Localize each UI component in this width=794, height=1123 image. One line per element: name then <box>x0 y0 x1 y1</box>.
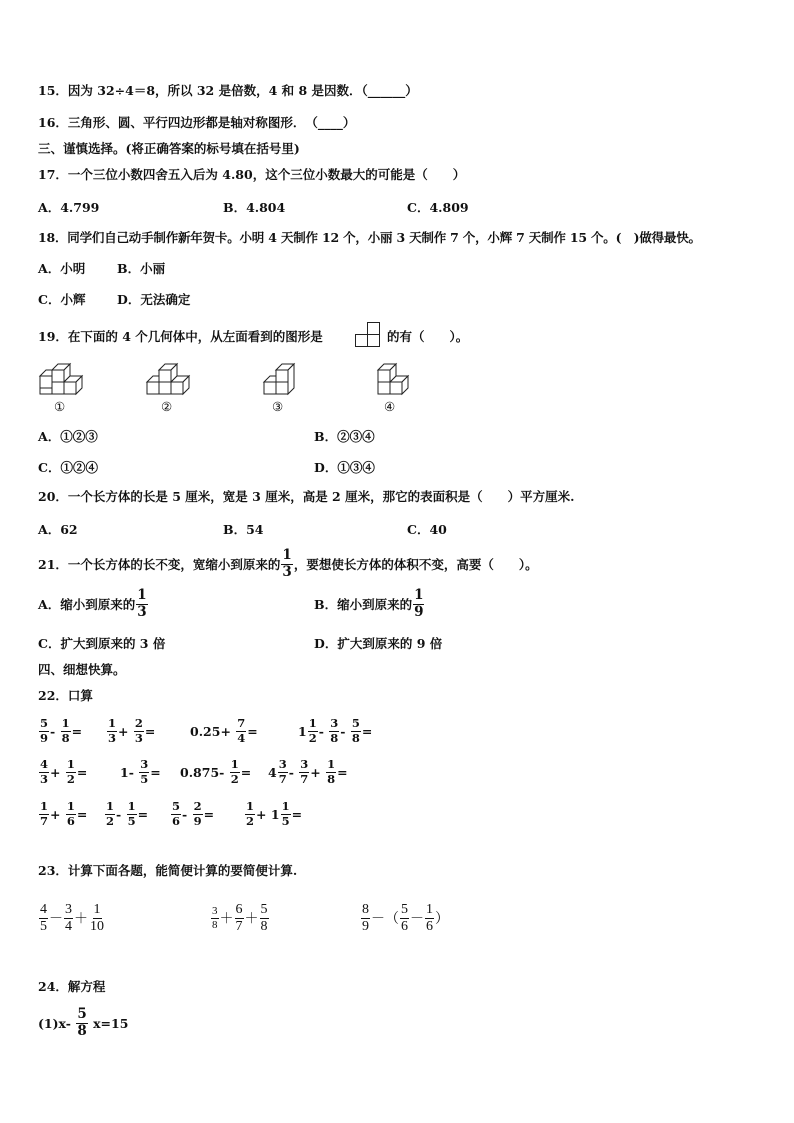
equation-end: x=15 <box>93 1015 129 1031</box>
operator: + <box>118 723 129 739</box>
numerator: 1 <box>308 716 317 730</box>
mental-math-2-3 <box>180 757 251 787</box>
numerator: 1 <box>61 716 70 730</box>
q19-option-b: B．②③④ <box>314 429 375 444</box>
numerator: 3 <box>140 757 149 771</box>
operator: + <box>50 806 61 822</box>
section-3-heading: 三、谨慎选择。(将正确答案的标号填在括号里) <box>38 141 300 156</box>
q15: 15．因为 32÷4＝8，所以 32 是倍数，4 和 8 是因数．（______） <box>38 83 418 98</box>
equals: = <box>76 806 88 822</box>
fraction <box>76 1008 87 1038</box>
fraction <box>413 589 424 619</box>
numerator: 4 <box>40 901 47 917</box>
q18-option-b: B．小丽 <box>117 261 166 276</box>
denominator: 6 <box>401 918 408 934</box>
operator: － <box>410 912 424 927</box>
fraction <box>134 718 144 744</box>
q20-stem: 20．一个长方体的长是 5 厘米，宽是 3 厘米，高是 2 厘米，那它的表面积是（ ）平方厘米. <box>38 489 575 504</box>
denominator: 4 <box>237 730 246 745</box>
fraction <box>127 801 137 827</box>
mental-math-3-2 <box>104 799 148 829</box>
q18-option-c: C．小辉 <box>38 292 86 307</box>
fraction <box>260 903 269 934</box>
fraction <box>329 718 339 744</box>
operator: - <box>340 723 346 739</box>
q21-option-a <box>38 589 149 619</box>
denominator: 2 <box>246 813 255 828</box>
denominator: 4 <box>65 918 72 934</box>
numerator: 5 <box>401 901 408 917</box>
fraction <box>139 759 149 785</box>
equals: = <box>71 723 83 739</box>
solid-figure-3-icon <box>260 362 312 398</box>
operator: - <box>50 723 56 739</box>
denominator: 5 <box>140 771 149 786</box>
denominator: 2 <box>308 730 317 745</box>
numerator: 1 <box>137 587 147 603</box>
q21-stem-end: ，要想使长方体的体积不变，高要（ ）。 <box>293 557 538 572</box>
q18-option-d: D．无法确定 <box>117 292 191 307</box>
q19-stem-start: 19．在下面的 4 个几何体中，从左面看到的图形是 <box>38 329 323 344</box>
fraction <box>61 718 71 744</box>
whole-number: 1 <box>298 723 307 739</box>
section-4-heading: 四、细想快算。 <box>38 662 126 677</box>
denominator: 3 <box>108 730 117 745</box>
numerator: 1 <box>281 799 290 813</box>
numerator: 5 <box>40 716 49 730</box>
solid-figure-3-label: ③ <box>272 399 284 414</box>
equals: = <box>247 723 258 739</box>
equals: = <box>137 806 149 822</box>
equation-start: (1)x- <box>38 1015 71 1031</box>
q20-option-a: A．62 <box>38 522 78 537</box>
fraction <box>351 718 361 744</box>
expression-prefix: 0.25+ <box>190 723 231 739</box>
fraction <box>236 718 246 744</box>
numerator: 6 <box>235 901 243 917</box>
denominator: 3 <box>137 603 147 620</box>
q21-option-b <box>314 589 425 619</box>
numerator: 1 <box>66 757 75 771</box>
mental-math-3-1 <box>38 799 87 829</box>
denominator: 8 <box>260 918 268 934</box>
fraction <box>39 903 48 934</box>
q19-option-c: C．①②④ <box>38 460 98 475</box>
equals: = <box>337 764 348 780</box>
numerator: 5 <box>351 716 360 730</box>
denominator: 6 <box>66 813 75 828</box>
equals: = <box>240 764 252 780</box>
fraction <box>299 759 309 785</box>
operator: ＋ <box>74 912 88 927</box>
numerator: 2 <box>193 799 202 813</box>
numerator: 1 <box>108 716 117 730</box>
mental-math-1-1 <box>38 716 82 746</box>
operator: + <box>50 764 61 780</box>
q23-expression-3 <box>360 899 449 937</box>
fraction <box>326 759 336 785</box>
q19-option-a: A．①②③ <box>38 429 98 444</box>
solid-figure-2-label: ② <box>161 399 173 414</box>
fraction <box>171 801 181 827</box>
denominator: 3 <box>134 730 143 745</box>
fraction <box>193 801 203 827</box>
q17-option-c: C．4.809 <box>407 200 469 215</box>
left-view-icon <box>355 322 381 348</box>
denominator: 10 <box>90 918 104 934</box>
fraction <box>105 801 115 827</box>
solid-figure-1-label: ① <box>54 399 66 414</box>
numerator: 1 <box>93 901 101 917</box>
denominator: 8 <box>327 771 336 786</box>
denominator: 7 <box>300 771 309 786</box>
denominator: 9 <box>193 813 202 828</box>
operator: + <box>310 764 321 780</box>
denominator: 2 <box>230 771 239 786</box>
equals: = <box>76 764 88 780</box>
fraction <box>107 718 117 744</box>
numerator: 1 <box>127 799 136 813</box>
mental-math-1-4 <box>298 716 372 746</box>
fraction <box>245 801 255 827</box>
denominator: 8 <box>61 730 70 745</box>
fraction <box>230 759 240 785</box>
equals: = <box>144 723 156 739</box>
q24-equation-1 <box>38 1006 128 1040</box>
operator: ＋ <box>244 912 259 927</box>
denominator: 5 <box>281 813 290 828</box>
denominator: 9 <box>362 918 369 934</box>
numerator: 3 <box>330 716 339 730</box>
denominator: 5 <box>127 813 136 828</box>
denominator: 3 <box>40 771 49 786</box>
denominator: 2 <box>66 771 75 786</box>
fraction <box>211 906 219 931</box>
expression-prefix: 1- <box>120 764 134 780</box>
mental-math-2-2 <box>120 757 161 787</box>
denominator: 8 <box>77 1022 87 1039</box>
mental-math-3-3 <box>170 799 214 829</box>
fraction <box>66 801 76 827</box>
q19-stem-end: 的有（ ）。 <box>387 329 469 344</box>
denominator: 7 <box>40 813 49 828</box>
solid-figure-4-icon <box>374 362 426 398</box>
expression-prefix: 0.875- <box>180 764 225 780</box>
mental-math-2-1 <box>38 757 87 787</box>
denominator: 6 <box>426 918 433 934</box>
numerator: 8 <box>362 901 369 917</box>
denominator: 7 <box>278 771 287 786</box>
q19-option-d: D．①③④ <box>314 460 375 475</box>
q17-option-b: B．4.804 <box>223 200 286 215</box>
numerator: 1 <box>106 799 115 813</box>
q16: 16．三角形、圆、平行四边形都是轴对称图形． （____） <box>38 115 356 130</box>
numerator: 1 <box>230 757 239 771</box>
operator: - <box>182 806 188 822</box>
fraction <box>425 903 434 934</box>
fraction <box>281 549 292 579</box>
fraction <box>64 903 73 934</box>
fraction <box>39 759 49 785</box>
numerator: 4 <box>40 757 49 771</box>
q17-stem: 17．一个三位小数四舍五入后为 4.80，这个三位小数最大的可能是（ ） <box>38 167 466 182</box>
numerator: 3 <box>65 901 72 917</box>
operator: - <box>288 764 294 780</box>
operator: - <box>116 806 122 822</box>
close-paren: ） <box>435 912 449 927</box>
numerator: 1 <box>66 799 75 813</box>
numerator: 1 <box>282 547 292 563</box>
numerator: 1 <box>246 799 255 813</box>
equals: = <box>203 806 215 822</box>
fraction <box>235 903 244 934</box>
denominator: 9 <box>40 730 49 745</box>
denominator: 7 <box>235 918 243 934</box>
operator: －（ <box>371 912 399 927</box>
denominator: 6 <box>172 813 181 828</box>
fraction <box>308 718 318 744</box>
q21-option-c: C．扩大到原来的 3 倍 <box>38 636 166 651</box>
fraction <box>39 801 49 827</box>
mental-math-1-2 <box>106 716 155 746</box>
numerator: 2 <box>134 716 143 730</box>
mental-math-2-4 <box>268 757 348 787</box>
operator: - <box>318 723 324 739</box>
numerator: 1 <box>327 757 336 771</box>
numerator: 5 <box>77 1006 87 1022</box>
mental-math-1-3 <box>190 716 258 746</box>
denominator: 8 <box>212 918 218 931</box>
mental-math-3-4 <box>244 799 302 829</box>
q17-option-a: A．4.799 <box>38 200 100 215</box>
q20-option-c: C．40 <box>407 522 447 537</box>
denominator: 5 <box>40 918 47 934</box>
q23-expression-2 <box>210 899 270 937</box>
fraction <box>136 589 147 619</box>
denominator: 3 <box>282 563 292 580</box>
fraction <box>281 801 291 827</box>
q23-expression-1 <box>38 899 106 937</box>
numerator: 3 <box>300 757 309 771</box>
q20-option-b: B．54 <box>223 522 264 537</box>
option-text: B．缩小到原来的 <box>314 597 413 612</box>
denominator: 8 <box>351 730 360 745</box>
fraction <box>361 903 370 934</box>
numerator: 1 <box>414 587 424 603</box>
equals: = <box>361 723 373 739</box>
q24-title: 24．解方程 <box>38 979 106 994</box>
numerator: 7 <box>237 716 246 730</box>
fraction <box>400 903 409 934</box>
q18-stem: 18．同学们自己动手制作新年贺卡。小明 4 天制作 12 个，小丽 3 天制作 7 个，小辉 7 天制作 15 个。( )做得最快。 <box>38 230 701 245</box>
fraction <box>66 759 76 785</box>
denominator: 2 <box>106 813 115 828</box>
fraction <box>39 718 49 744</box>
numerator: 1 <box>40 799 49 813</box>
numerator: 5 <box>172 799 181 813</box>
q21-stem <box>38 549 538 579</box>
whole-number: 1 <box>270 806 280 822</box>
q21-option-d: D．扩大到原来的 9 倍 <box>314 636 443 651</box>
numerator: 3 <box>212 904 218 917</box>
denominator: 9 <box>414 603 424 620</box>
fraction <box>89 903 105 934</box>
q21-stem-start: 21．一个长方体的长不变，宽缩小到原来的 <box>38 557 281 572</box>
whole-number: 4 <box>268 764 277 780</box>
operator: － <box>49 912 63 927</box>
denominator: 8 <box>330 730 339 745</box>
q23-title: 23．计算下面各题，能简便计算的要简便计算. <box>38 863 298 878</box>
numerator: 5 <box>260 901 268 917</box>
operator: + <box>256 806 267 822</box>
solid-figure-2-icon <box>143 362 195 398</box>
operator: ＋ <box>219 912 234 927</box>
numerator: 3 <box>278 757 287 771</box>
numerator: 1 <box>426 901 433 917</box>
q18-option-a: A．小明 <box>38 261 86 276</box>
solid-figure-1-icon <box>36 362 88 398</box>
option-text: A．缩小到原来的 <box>38 597 136 612</box>
solid-figure-4-label: ④ <box>384 399 396 414</box>
fraction <box>278 759 288 785</box>
q22-title: 22．口算 <box>38 688 93 703</box>
equals: = <box>150 764 161 780</box>
equals: = <box>291 806 303 822</box>
